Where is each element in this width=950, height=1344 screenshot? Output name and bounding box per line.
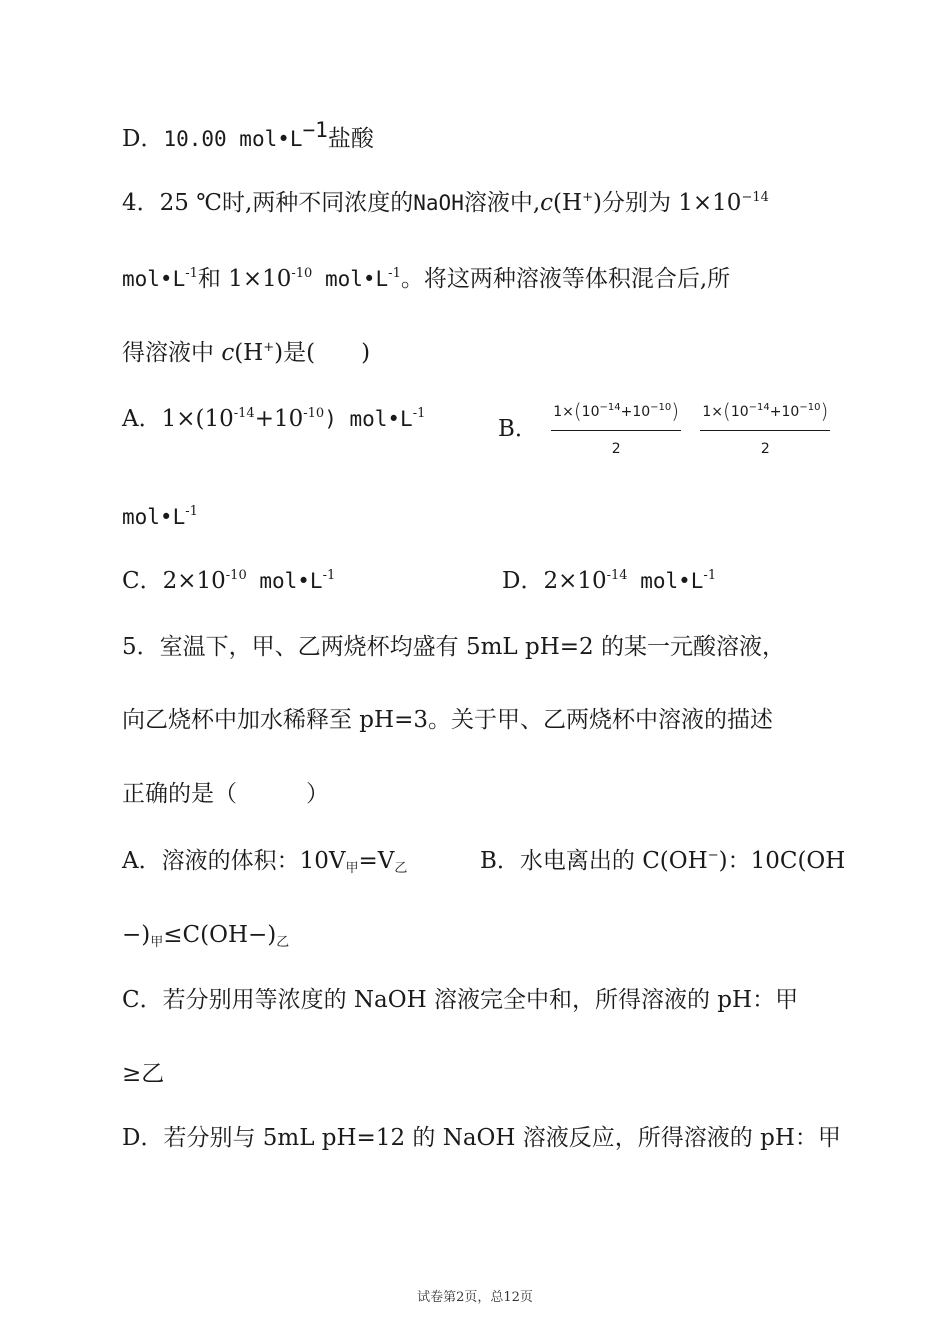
q5-stem-line-2: 向乙烧杯中加水稀释至 pH=3。关于甲、乙两烧杯中溶液的描述 — [122, 707, 773, 733]
q5-stem-line-3: 正确的是（ ） — [122, 781, 329, 807]
q4-stem-line-2: $mol•L^{-1}$和 $1\times 10^{-10}$ $mol•L^{-1}$。将这两种溶液等体积混合后,所 — [122, 266, 731, 292]
q5-stem-line-1: 5．室温下，甲、乙两烧杯均盛有 5mL pH=2 的某一元酸溶液， — [122, 634, 785, 660]
q4-option-b: B． $\frac{1\times(10^{-14}+10^{-10})}{2}$ $\frac{1\times(10^{-14}+10^{-10})}{2}$ — [498, 396, 836, 464]
q3-option-d: D．10.00 $mol•L^{-1}$盐酸 — [122, 118, 374, 152]
q4-option-b-unit: $mol•L^{-1}$ — [122, 504, 198, 529]
q5-option-b-cont: $-)_甲\le C(OH-)_乙$ — [122, 922, 290, 950]
q5-option-a: A．溶液的体积：$10V_甲=V_乙$ — [122, 848, 408, 876]
q5-option-c: C．若分别用等浓度的 NaOH 溶液完全中和，所得溶液的 pH：甲 — [122, 987, 799, 1013]
q4-option-a: A．$1\times(10^{-14}+10^{-10})$ $mol•L^{-1}$ — [122, 406, 426, 432]
q4-option-d: D．$2\times 10^{-14}$ $mol•L^{-1}$ — [502, 568, 717, 594]
page-footer: 试卷第2页，总12页 — [417, 1290, 533, 1305]
q4-stem-line-1: 4．25 ℃时,两种不同浓度的NaOH溶液中,c(H+)分别为 $1\times 10^{-14}$ — [122, 190, 769, 216]
q5-option-b: B．水电离出的 C(OH−)：10C(OH — [480, 848, 846, 874]
q5-option-d: D．若分别与 5mL pH=12 的 NaOH 溶液反应，所得溶液的 pH：甲 — [122, 1125, 841, 1151]
fraction-1: $\frac{1\times(10^{-14}+10^{-10})}{2}$ — [551, 396, 681, 464]
fraction-2: $\frac{1\times(10^{-14}+10^{-10})}{2}$ — [700, 396, 830, 464]
q5-option-c-cont: ≥乙 — [122, 1061, 165, 1087]
q4-stem-line-3: 得溶液中 c(H+)是( ) — [122, 340, 371, 366]
q4-option-c: C．$2\times 10^{-10}$ $mol•L^{-1}$ — [122, 568, 336, 594]
